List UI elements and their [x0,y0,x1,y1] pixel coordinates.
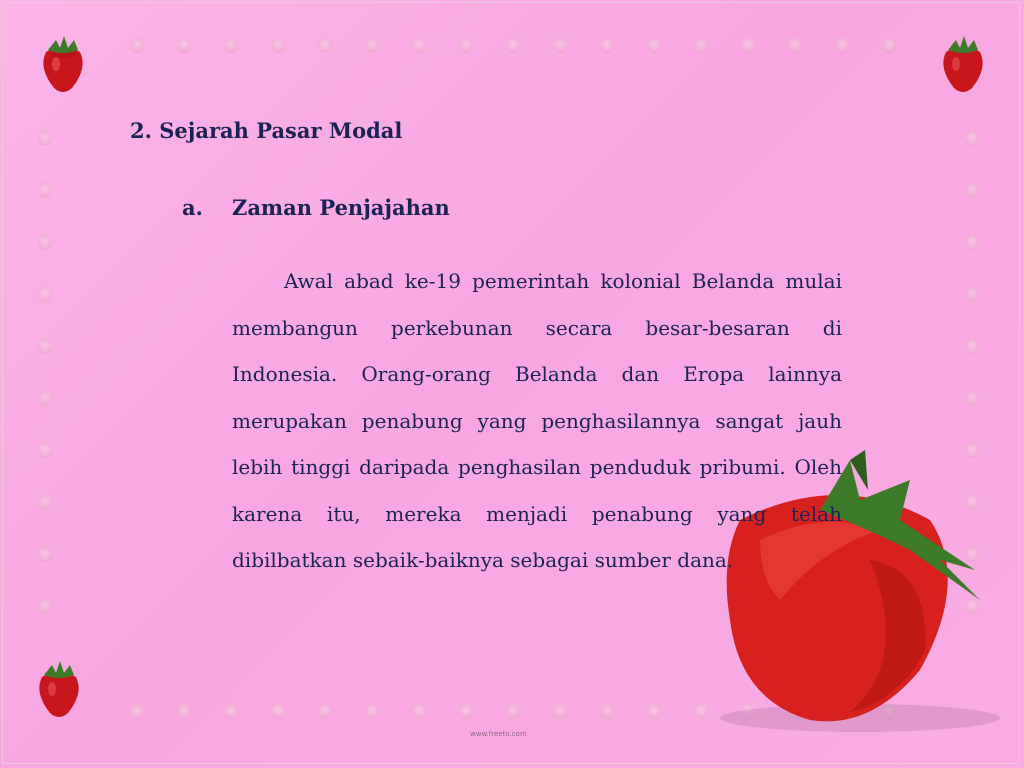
border-dot-icon [38,390,52,406]
border-dot-icon [459,703,473,719]
border-dot-icon [412,703,426,719]
border-dot-icon [365,37,379,53]
border-dot-icon [224,703,238,719]
border-dot-icon [965,390,979,406]
border-dot-icon [38,286,52,302]
border-dot-icon [177,703,191,719]
border-dot-icon [130,37,144,53]
paragraph-text: Awal abad ke-19 pemerintah kolonial Belanda mulai membangun perkebunan secara besar-besaran di Indonesia. Orang-orang Belanda dan Eropa lainnya merupakan penabung yang penghasilannya sangat jauh lebih tinggi daripada penghasilan penduduk pribumi. Oleh karena itu, mereka menjadi penabung yang telah dibilbatkan sebaik-baiknya sebagai sumber dana. [232,269,842,572]
border-dot-icon [224,37,238,53]
border-dot-icon [965,286,979,302]
subtitle-number: a. [182,195,203,220]
border-dot-icon [38,130,52,146]
border-dot-icon [553,703,567,719]
border-dot-icon [271,37,285,53]
border-dot-icon [38,494,52,510]
border-dot-icon [835,37,849,53]
body-paragraph [232,258,842,584]
footer-credit: www.freeto.com [470,730,527,738]
border-dot-icon [130,703,144,719]
border-dot-icon [318,703,332,719]
border-dot-icon [600,703,614,719]
border-dot-icon [459,37,473,53]
border-dot-icon [177,37,191,53]
border-dot-icon [506,37,520,53]
border-dot-icon [318,37,332,53]
border-dot-icon [965,130,979,146]
border-dot-icon [271,703,285,719]
subtitle-text: Zaman Penjajahan [232,195,450,220]
border-dot-icon [365,703,379,719]
strawberry-icon [32,655,86,721]
border-dot-icon [882,37,896,53]
border-dot-icon [38,546,52,562]
border-dot-icon [38,442,52,458]
border-dot-icon [553,37,567,53]
border-dot-icon [647,37,661,53]
border-dot-icon [965,182,979,198]
border-dot-icon [412,37,426,53]
section-subtitle [182,195,450,220]
border-dot-icon [506,703,520,719]
border-dot-icon [741,37,755,53]
border-dot-icon [647,703,661,719]
strawberry-icon [936,30,990,96]
border-dot-icon [600,37,614,53]
border-dot-icon [38,182,52,198]
border-dot-icon [38,598,52,614]
border-dot-icon [38,338,52,354]
border-dot-icon [788,37,802,53]
border-dot-icon [965,338,979,354]
strawberry-icon [36,30,90,96]
border-dot-icon [38,234,52,250]
border-dot-icon [965,234,979,250]
border-dot-icon [694,37,708,53]
page-title: 2. Sejarah Pasar Modal [130,118,403,143]
